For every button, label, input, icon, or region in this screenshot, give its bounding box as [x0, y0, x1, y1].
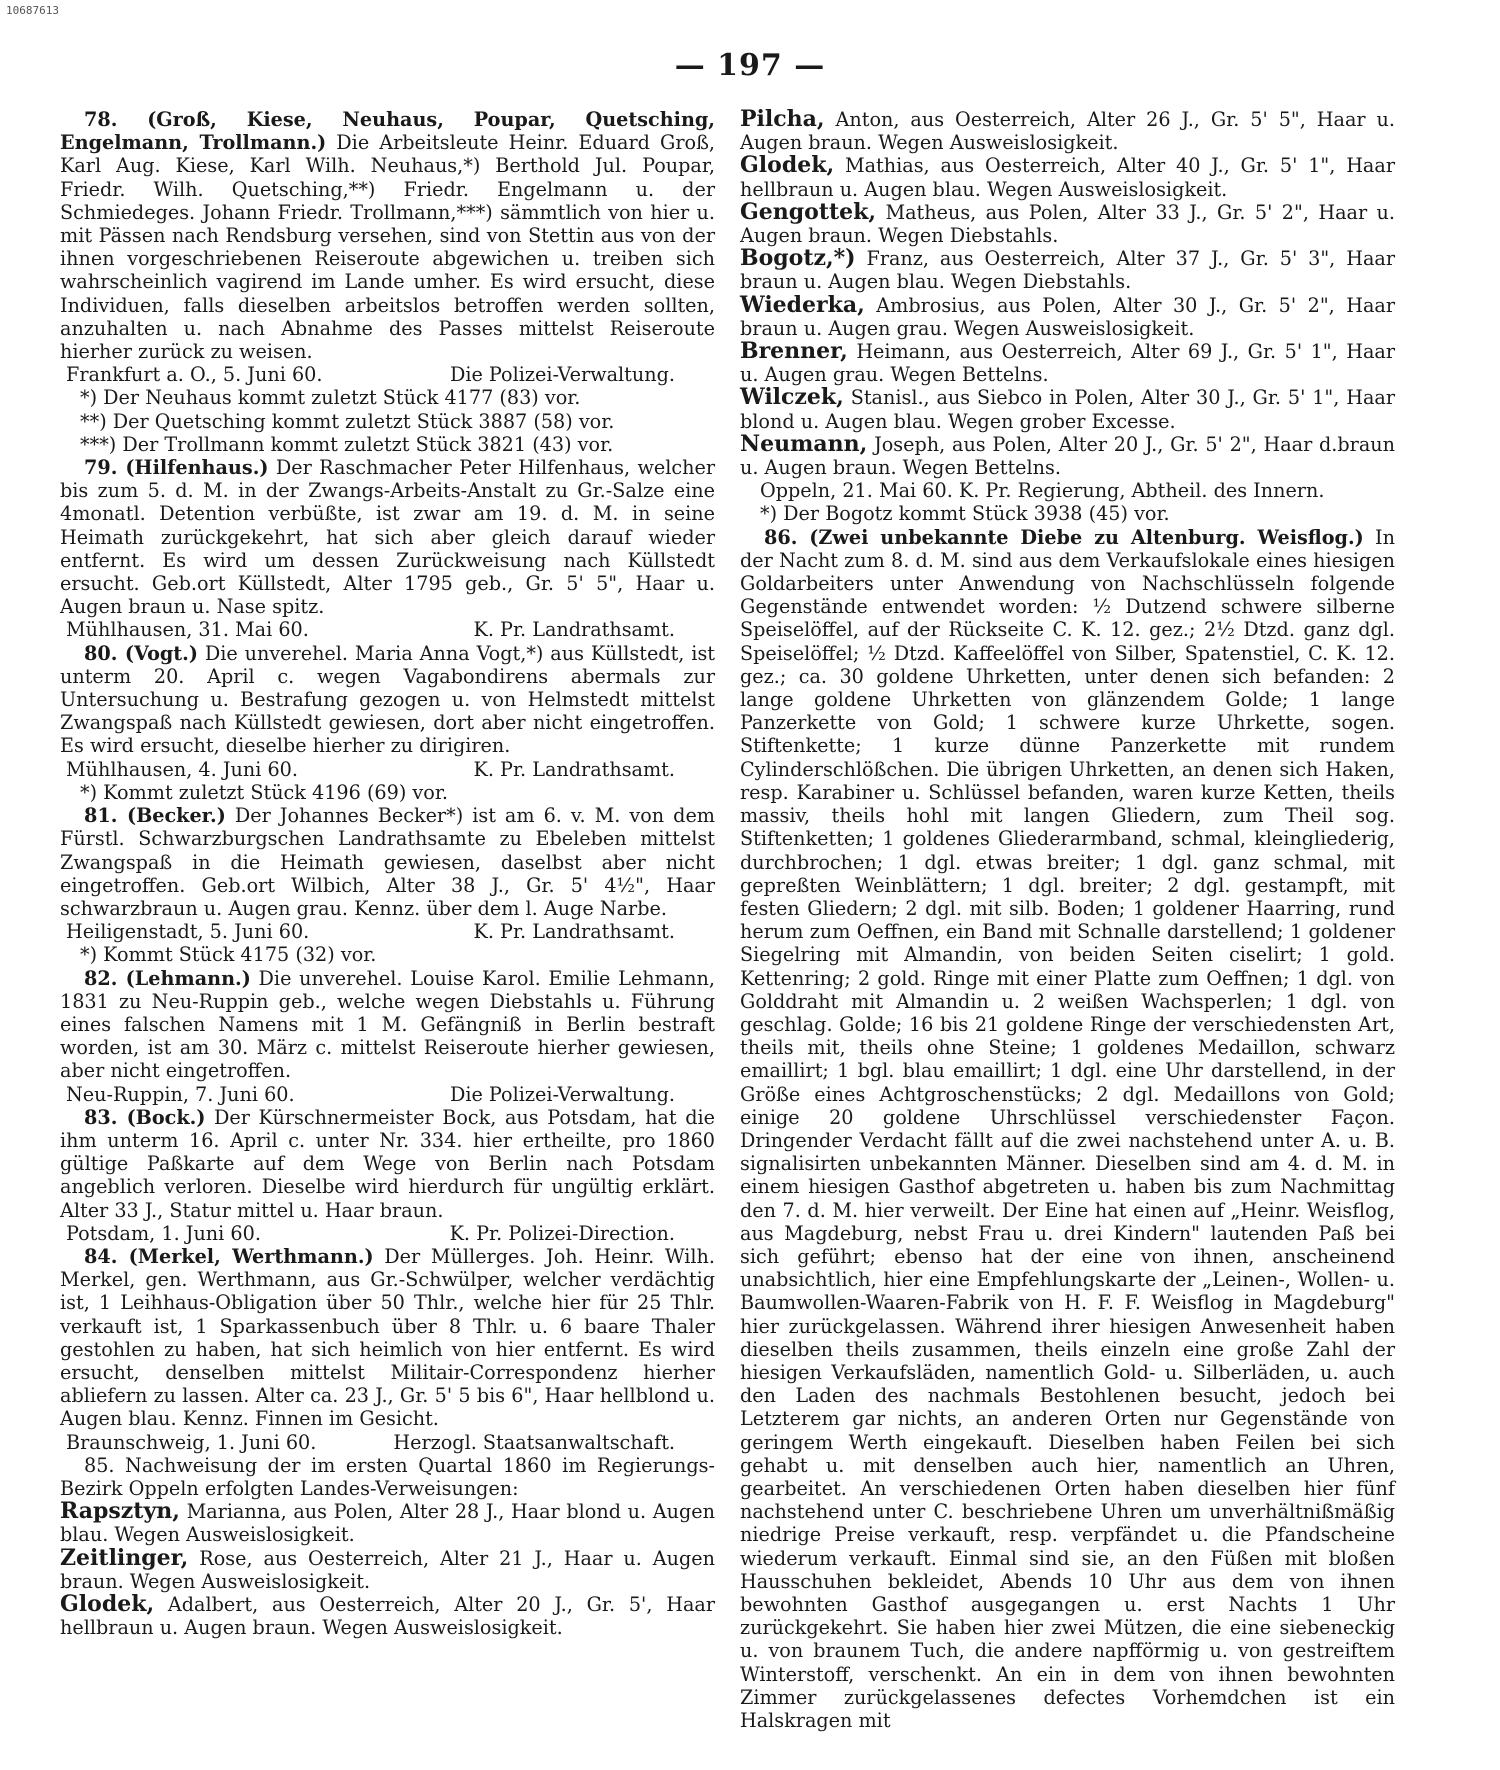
entry-79-signature [60, 618, 715, 641]
entry-82 [60, 967, 715, 1083]
person-entry [740, 198, 1395, 248]
person-entry [60, 1544, 715, 1593]
person-details: Adalbert, aus Oesterreich, Alter 20 J., Gr. 5', Haar hellbraun u. Augen braun. Wegen Ausweislosigkeit. [60, 1593, 715, 1640]
entry-78-signature [60, 363, 715, 386]
scan-id: 10687613 [6, 4, 59, 17]
entry-78-place: Frankfurt a. O., 5. Juni 60. [66, 363, 323, 387]
person-entry [60, 1500, 715, 1546]
entry-83-place: Potsdam, 1. Juni 60. [66, 1221, 261, 1245]
person-name: Wiederka, [740, 291, 865, 318]
person-details: Anton, aus Oesterreich, Alter 26 J., Gr. 5' 5", Haar u. Augen braun. Wegen Ausweislosigkeit. [740, 108, 1395, 155]
entry-80-authority: K. Pr. Landrathsamt. [473, 757, 675, 781]
entry-85: 85. Nachweisung der im ersten Quartal 1860 im Regierungs-Bezirk Oppeln erfolgten Landes-Verweisungen: [60, 1453, 715, 1500]
entry-85-footnote-1: *) Der Bogotz kommt Stück 3938 (45) vor. [760, 502, 1170, 526]
person-details: Joseph, aus Polen, Alter 20 J., Gr. 5' 2", Haar d.braun u. Augen braun. Wegen Bettelns. [740, 432, 1395, 480]
entry-83-authority: K. Pr. Polizei-Direction. [449, 1221, 675, 1245]
entry-79-place: Mühlhausen, 31. Mai 60. [66, 618, 309, 642]
person-details: Rose, aus Oesterreich, Alter 21 J., Haar u. Augen braun. Wegen Ausweislosigkeit. [60, 1546, 715, 1593]
entry-83 [60, 1106, 715, 1222]
entry-86 [740, 526, 1395, 1733]
entry-80-signature [60, 758, 715, 781]
entry-84-authority: Herzogl. Staatsanwaltschaft. [393, 1430, 675, 1454]
entry-86-heading: 86. (Zwei unbekannte Diebe zu Altenburg. Weisflog.) [764, 525, 1364, 549]
entry-80-heading: 80. (Vogt.) [84, 641, 198, 665]
entry-78-authority: Die Polizei-Verwaltung. [449, 363, 675, 387]
entry-82-place: Neu-Ruppin, 7. Juni 60. [66, 1082, 295, 1106]
entry-82-signature [60, 1083, 715, 1106]
person-name: Gengottek, [740, 198, 877, 225]
left-column [60, 108, 715, 1639]
entry-82-authority: Die Polizei-Verwaltung. [449, 1082, 675, 1106]
person-entry [60, 1593, 715, 1639]
person-details: Matheus, aus Polen, Alter 33 J., Gr. 5' 2", Haar u. Augen braun. Wegen Diebstahls. [740, 200, 1395, 248]
person-entry [740, 386, 1395, 432]
person-details: Franz, aus Oesterreich, Alter 37 J., Gr. 5' 3", Haar braun u. Augen blau. Wegen Diebstahls. [740, 247, 1395, 294]
person-details: Heimann, aus Oesterreich, Alter 69 J., Gr. 5' 1", Haar u. Augen grau. Wegen Bettelns. [740, 340, 1395, 387]
entry-79-body: Der Raschmacher Peter Hilfenhaus, welcher bis zum 5. d. M. in der Zwangs-Arbeits-Anstalt zu Gr.-Salze eine 4monatl. Detention verbüßte, ist zwar am 19. d. M. in seine Heimath zurückgekehrt, hat sich aber gleich darauf wieder entfernt. Es wird um dessen Zurückweisung nach Küllstedt ersucht. Geb.ort Küllstedt, Alter 1795 geb., Gr. 5' 5", Haar u. Augen braun u. Nase spitz. [60, 456, 715, 619]
entry-84-place: Braunschweig, 1. Juni 60. [66, 1430, 317, 1454]
person-name: Bogotz,*) [740, 245, 856, 272]
entry-83-heading: 83. (Bock.) [84, 1105, 206, 1129]
entry-81-body: Der Johannes Becker*) ist am 6. v. M. von dem Fürstl. Schwarzburgschen Landrathsamte zu Ebeleben mittelst Zwangspaß in die Heimath gewiesen, daselbst aber nicht eingetroffen. Geb.ort Wilbich, Alter 38 J., Gr. 5' 4½", Haar schwarzbraun u. Augen grau. Kennz. über dem l. Auge Narbe. [60, 804, 715, 920]
person-details: Marianna, aus Polen, Alter 28 J., Haar blond u. Augen blau. Wegen Ausweislosigkeit. [60, 1500, 715, 1547]
page-number: — 197 — [674, 48, 826, 83]
person-name: Glodek, [60, 1591, 155, 1617]
entry-83-body: Der Kürschnermeister Bock, aus Potsdam, hat die ihm unterm 16. April c. unter Nr. 334. hier ertheilte, pro 1860 gültige Paßkarte auf dem Wege von Berlin nach Potsdam angeblich verloren. Dieselbe wird hierdurch für ungültig erklärt. Alter 33 J., Statur mittel u. Haar braun. [60, 1105, 715, 1222]
entry-78 [60, 108, 715, 363]
person-details: Mathias, aus Oesterreich, Alter 40 J., Gr. 5' 1", Haar hellbraun u. Augen blau. Wegen Ausweislosigkeit. [740, 154, 1395, 201]
right-column [740, 108, 1395, 1732]
entry-83-signature [60, 1222, 715, 1245]
entry-84-signature [60, 1431, 715, 1454]
person-name: Rapsztyn, [60, 1498, 180, 1525]
person-details: Stanisl., aus Siebco in Polen, Alter 30 J., Gr. 5' 1", Haar blond u. Augen blau. Wegen grober Excesse. [740, 386, 1395, 433]
entry-78-footnote-2: **) Der Quetsching kommt zuletzt Stück 3887 (58) vor. [80, 409, 615, 433]
entry-78-footnote-3: ***) Der Trollmann kommt zuletzt Stück 3821 (43) vor. [80, 432, 614, 456]
entry-78-footnote-1: *) Der Neuhaus kommt zuletzt Stück 4177 (83) vor. [80, 386, 581, 410]
person-entry [740, 430, 1395, 480]
entry-78-heading: 78. (Groß, Kiese, Neuhaus, Poupar, Quetsching, Engelmann, Trollmann.) [60, 108, 715, 155]
entry-84-body: Der Müllerges. Joh. Heinr. Wilh. Merkel, gen. Werthmann, aus Gr.-Schwülper, welcher verdächtig ist, 1 Leihhaus-Obligation über 50 Thlr., welche hier für 25 Thlr. verkauft ist, 1 Sparkassenbuch über 8 Thlr. u. 6 baare Thaler gestohlen zu haben, hat sich heimlich von hier entfernt. Es wird ersucht, denselben mittelst Militair-Correspondenz hierher abliefern zu lassen. Alter ca. 23 J., Gr. 5' 5 bis 6", Haar hellblond u. Augen blau. Kennz. Finnen im Gesicht. [60, 1244, 715, 1431]
person-name: Neumann, [740, 430, 868, 457]
entry-82-body: Die unverehel. Louise Karol. Emilie Lehmann, 1831 zu Neu-Ruppin geb., welche wegen Diebstahls u. Führung eines falschen Namens mit 1 M. Gefängniß in Berlin bestraft worden, ist am 30. März c. mittelst Reiseroute hierher gewiesen, aber nicht eingetroffen. [60, 966, 715, 1083]
entry-81-heading: 81. (Becker.) [84, 804, 226, 828]
entry-84 [60, 1245, 715, 1431]
entry-81-authority: K. Pr. Landrathsamt. [473, 920, 675, 944]
entry-86-body: In der Nacht zum 8. d. M. sind aus dem Verkaufslokale eines hiesigen Goldarbeiters unter Anwendung von Nachschlüsseln folgende Gegenstände entwendet worden: ½ Dutzend schwere silberne Speiselöffel, auf der Rückseite C. K. 12. gez.; 2½ Dtzd. ganz dgl. Speiselöffel; ½ Dtzd. Kaffeelöffel von Silber, Spatenstiel, C. K. 12. gez.; ca. 30 goldene Uhrketten, unter denen sich befanden: 2 lange goldene Uhrketten von glänzendem Golde; 1 lange Panzerkette von Gold; 1 schwere kurze Uhrkette, sogen. Stiftenkette; 1 kurze dünne Panzerkette mit rundem Cylinderschlößchen. Die übrigen Uhrketten, an denen sich Haken, resp. Karabiner u. Schlüssel befanden, waren kurze Ketten, theils massiv, theils hohl mit langen Gliedern, zum Theil sog. Stiftenketten; 1 goldenes Gliederarmband, schmal, kleingliederig, durchbrochen; 1 dgl. etwas breiter; 1 dgl. ganz schmal, mit gepreßten Weinblättern; 1 dgl. breiter; 2 dgl. gestampft, mit festen Gliedern; 2 dgl. mit silb. Boden; 1 goldener Haarring, rund herum zum Oeffnen, ein Band mit Schnalle darstellend; 1 goldener Siegelring mit Almandin, von beiden Seiten ciselirt; 1 gold. Kettenring; 2 gold. Ringe mit einer Platte zum Oeffnen; 1 dgl. von Golddraht mit Almandin u. 2 weißen Wachsperlen; 1 dgl. von geschlag. Golde; 16 bis 21 goldene Ringe der verschiedensten Art, theils mit, theils ohne Steine; 1 goldenes Medaillon, schwarz emaillirt; 1 bgl. blau emaillirt; 1 dgl. eine Uhr darstellend, in der Größe eines Achtgroschenstücks; 2 dgl. Medaillons von Gold; einige 20 goldene Uhrschlüssel verschiedenster Façon. Dringender Verdacht fällt auf die zwei nachstehend unter A. u. B. signalisirten unbekannten Männer. Dieselben sind am 4. d. M. in einem hiesigen Gasthof abgetreten u. haben bis zum Nachmittag den 7. d. M. hier verweilt. Der Eine hat einen auf „Heinr. Weisflog, aus Magdeburg, nebst Frau u. drei Kindern" lautenden Paß bei sich geführt; ebenso hat der eine von ihnen, anscheinend unabsichtlich, hier eine Empfehlungskarte der „Leinen-, Wollen- u. Baumwollen-Waaren-Fabrik von H. F. F. Weisflog in Magdeburg" hier zurückgelassen. Während ihrer hiesigen Anwesenheit haben dieselben theils zusammen, theils einzeln eine große Zahl der hiesigen Verkaufsläden, namentlich Gold- u. Silberläden, u. auch den Laden des nachmals Bestohlenen besucht, jedoch bei Letzterem gar nichts, an anderen Orten nur Gegenstände von geringem Werth eingekauft. Dieselben haben Feilen bei sich gehabt u. mit denselben auch hier, namentlich an Uhren, gearbeitet. An verschiedenen Orten haben dieselben hier fünf nachstehend unter C. beschriebene Uhren um unverhältnißmäßig niedrige Preise verkauft, resp. verpfändet u. die Pfandscheine wiederum verkauft. Einmal sind sie, an den Füßen mit bloßen Hausschuhen bekleidet, Abends 10 Uhr aus dem von ihnen bewohnten Gasthof ausgegangen u. erst Nachts 1 Uhr zurückgekehrt. Sie haben hier zwei Mützen, die eine siebeneckig u. von braunem Tuch, die andere napfförmig u. von gestreiftem Winterstoff, verschenkt. An ein in dem von ihnen bewohnten Zimmer zurückgelassenes defectes Vorhemdchen ist ein Halskragen mit [740, 525, 1395, 1733]
person-name: Glodek, [740, 152, 835, 179]
person-entry [740, 108, 1395, 154]
entry-81 [60, 804, 715, 920]
entry-79 [60, 456, 715, 618]
person-entry [740, 291, 1395, 340]
entry-80-place: Mühlhausen, 4. Juni 60. [66, 757, 298, 781]
person-name: Wilczek, [740, 384, 844, 411]
person-details: Ambrosius, aus Polen, Alter 30 J., Gr. 5' 2", Haar braun u. Augen grau. Wegen Ausweislosigkeit. [740, 293, 1395, 340]
entry-85-signature: Oppeln, 21. Mai 60. K. Pr. Regierung, Abtheil. des Innern. [760, 479, 1325, 503]
entry-84-heading: 84. (Merkel, Werthmann.) [84, 1244, 374, 1268]
entry-81-place: Heiligenstadt, 5. Juni 60. [66, 920, 310, 944]
person-entry [740, 340, 1395, 386]
person-entry [740, 154, 1395, 200]
person-name: Brenner, [740, 338, 848, 365]
entry-79-heading: 79. (Hilfenhaus.) [84, 456, 269, 480]
entry-80-footnote-1: *) Kommt zuletzt Stück 4196 (69) vor. [80, 780, 448, 804]
entry-81-signature [60, 920, 715, 943]
person-name: Zeitlinger, [60, 1544, 189, 1571]
entry-80 [60, 642, 715, 758]
entry-79-authority: K. Pr. Landrathsamt. [473, 618, 675, 642]
entry-82-heading: 82. (Lehmann.) [84, 966, 251, 990]
person-entry [740, 247, 1395, 293]
entry-78-body: Die Arbeitsleute Heinr. Eduard Groß, Karl Aug. Kiese, Karl Wilh. Neuhaus,*) Berthold Jul. Poupar, Friedr. Wilh. Quetsching,**) Friedr. Engelmann u. der Schmiedeges. Johann Friedr. Trollmann,***) sämmtlich von hier u. mit Pässen nach Rendsburg versehen, sind von Stettin aus von der ihnen vorgeschriebenen Reiseroute abgewichen u. treiben sich wahrscheinlich vagirend im Lande umher. Es wird ersucht, diese Individuen, falls dieselben arbeitslos betroffen werden sollten, anzuhalten u. nach Abnahme des Passes mittelst Reiseroute hierher zurück zu weisen. [60, 131, 715, 364]
entry-81-footnote-1: *) Kommt Stück 4175 (32) vor. [80, 943, 377, 967]
entry-80-body: Die unverehel. Maria Anna Vogt,*) aus Küllstedt, ist unterm 20. April c. wegen Vagabondirens abermals zur Untersuchung u. Bestrafung gezogen u. von Helmstedt mittelst Zwangspaß nach Küllstedt gewiesen, dort aber nicht eingetroffen. Es wird ersucht, dieselbe hierher zu dirigiren. [60, 641, 715, 758]
person-name: Pilcha, [740, 106, 825, 132]
